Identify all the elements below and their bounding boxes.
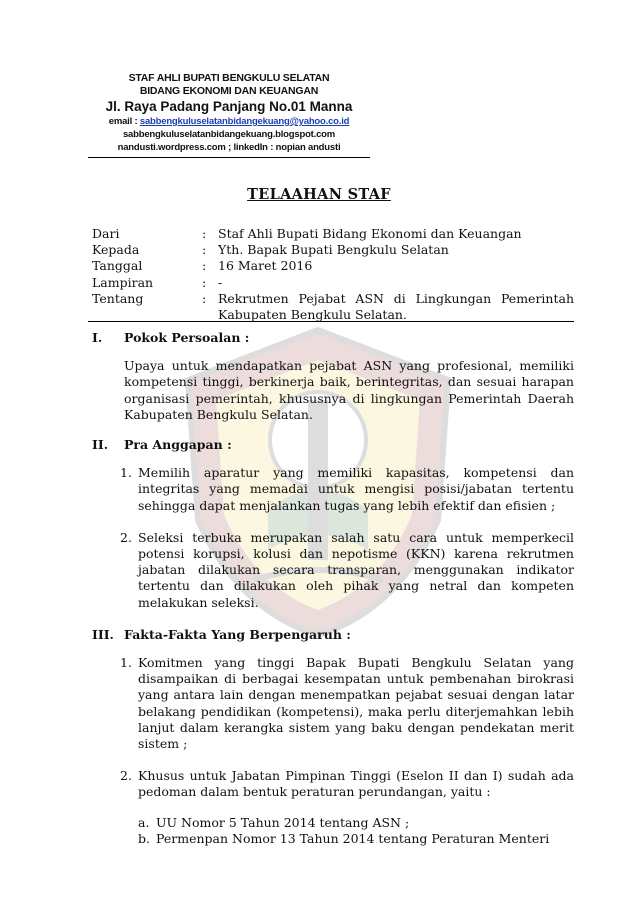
- list-item: [120, 465, 574, 514]
- letterhead-social: nandusti.wordpress.com ; linkedIn : nopian andusti: [117, 142, 341, 153]
- item-number: 1.: [120, 465, 132, 481]
- meta-divider: [88, 321, 574, 322]
- meta-label: Tentang: [92, 290, 144, 306]
- section-heading: [92, 437, 574, 453]
- section-number: I.: [92, 330, 103, 345]
- meta-label: Dari: [92, 226, 120, 241]
- document-body: [92, 330, 574, 863]
- letterhead-address: Jl. Raya Padang Panjang No.01 Manna: [105, 99, 353, 114]
- list-item: [120, 655, 574, 752]
- meta-value: Staf Ahli Bupati Bidang Ekonomi dan Keuangan: [218, 226, 522, 241]
- section-title: Fakta-Fakta Yang Berpengaruh :: [124, 626, 351, 642]
- section-heading: [92, 627, 574, 643]
- meta-label: Lampiran: [92, 274, 154, 290]
- letterhead-division: BIDANG EKONOMI DAN KEUANGAN: [139, 85, 319, 97]
- numbered-list: [120, 655, 574, 847]
- document-title: TELAAHAN STAF: [247, 186, 391, 203]
- meta-value: Rekrutmen Pejabat ASN di Lingkungan Pemerintah Kabupaten Bengkulu Selatan.: [218, 290, 574, 323]
- letterhead-email-row: [88, 115, 370, 128]
- sub-item-text: UU Nomor 5 Tahun 2014 tentang ASN ;: [156, 814, 410, 830]
- list-item: [120, 530, 574, 611]
- item-number: 1.: [120, 655, 132, 671]
- meta-value: 16 Maret 2016: [218, 258, 313, 274]
- letterhead-divider: [88, 157, 370, 158]
- section-number: II.: [92, 437, 109, 453]
- sub-list: [138, 815, 574, 847]
- letterhead-office: STAF AHLI BUPATI BENGKULU SELATAN: [128, 72, 330, 84]
- section-title: Pra Anggapan :: [124, 437, 232, 453]
- meta-row-date: [92, 258, 574, 274]
- meta-colon: :: [202, 226, 207, 241]
- item-content: [138, 768, 574, 847]
- item-text: Khusus untuk Jabatan Pimpinan Tinggi (Eselon II dan I) sudah ada pedoman dalam bentuk peraturan perundangan, yaitu :: [138, 768, 574, 800]
- meta-colon: :: [202, 242, 207, 258]
- meta-row-to: [92, 242, 574, 258]
- letterhead-blog: sabbengkuluselatanbidangekuang.blogspot.com: [122, 129, 336, 140]
- section-paragraph: Upaya untuk mendapatkan pejabat ASN yang profesional, memiliki kompetensi tinggi, berkinerja baik, berintegritas, dan sesuai harapan organisasi pemerintah, khususnya di lingkungan Pemerintah Daerah Kabupaten Bengkulu Selatan.: [124, 358, 574, 422]
- meta-label: Tanggal: [92, 258, 143, 274]
- section-number: III.: [92, 626, 114, 642]
- meta-colon: :: [202, 274, 207, 290]
- meta-row-subject: [92, 291, 574, 323]
- sub-item-letter: a.: [138, 814, 150, 830]
- sub-item-text: Permenpan Nomor 13 Tahun 2014 tentang Peraturan Menteri: [156, 830, 550, 846]
- sub-item-letter: b.: [138, 830, 150, 846]
- meta-row-from: [92, 226, 574, 242]
- meta-table: [92, 226, 574, 323]
- meta-colon: :: [202, 258, 207, 274]
- section-title: Pokok Persoalan :: [124, 330, 250, 345]
- item-number: 2.: [120, 768, 132, 784]
- sub-list-item: [138, 815, 574, 831]
- item-text: Seleksi terbuka merupakan salah satu cara untuk memperkecil potensi korupsi, kolusi dan nepotisme (KKN) karena rekrutmen jabatan dilakukan secara transparan, menggunakan indikator tertentu dan dilakukan oleh pihak yang netral dan kompeten melakukan seleksi.: [138, 529, 574, 610]
- sub-list-item: [138, 831, 574, 847]
- section-heading: [92, 330, 574, 346]
- meta-row-attachment: [92, 275, 574, 291]
- item-text: Komitmen yang tinggi Bapak Bupati Bengkulu Selatan yang disampaikan di berbagai kesempatan untuk pembenahan birokrasi yang antara lain dengan menempatkan pejabat sesuai dengan latar belakang pendidikan (kompetensi), maka perlu diterjemahkan lebih lanjut dalam kerangka sistem yang baku dengan pendekatan merit sistem ;: [138, 655, 574, 752]
- letterhead: [88, 72, 370, 154]
- meta-value: Yth. Bapak Bupati Bengkulu Selatan: [218, 242, 449, 258]
- list-item: [120, 768, 574, 847]
- email-label: email :: [108, 116, 140, 127]
- meta-label: Kepada: [92, 242, 140, 258]
- item-text: Memilih aparatur yang memiliki kapasitas, kompetensi dan integritas yang memadai untuk mengisi posisi/jabatan tertentu sehingga dapat menjalankan tugas yang lebih efektif dan efisien ;: [138, 465, 574, 513]
- numbered-list: [120, 465, 574, 611]
- item-number: 2.: [120, 529, 132, 545]
- meta-colon: :: [202, 290, 207, 306]
- meta-value: -: [218, 274, 223, 290]
- email-link[interactable]: sabbengkuluselatanbidangekuang@yahoo.co.id: [139, 116, 350, 127]
